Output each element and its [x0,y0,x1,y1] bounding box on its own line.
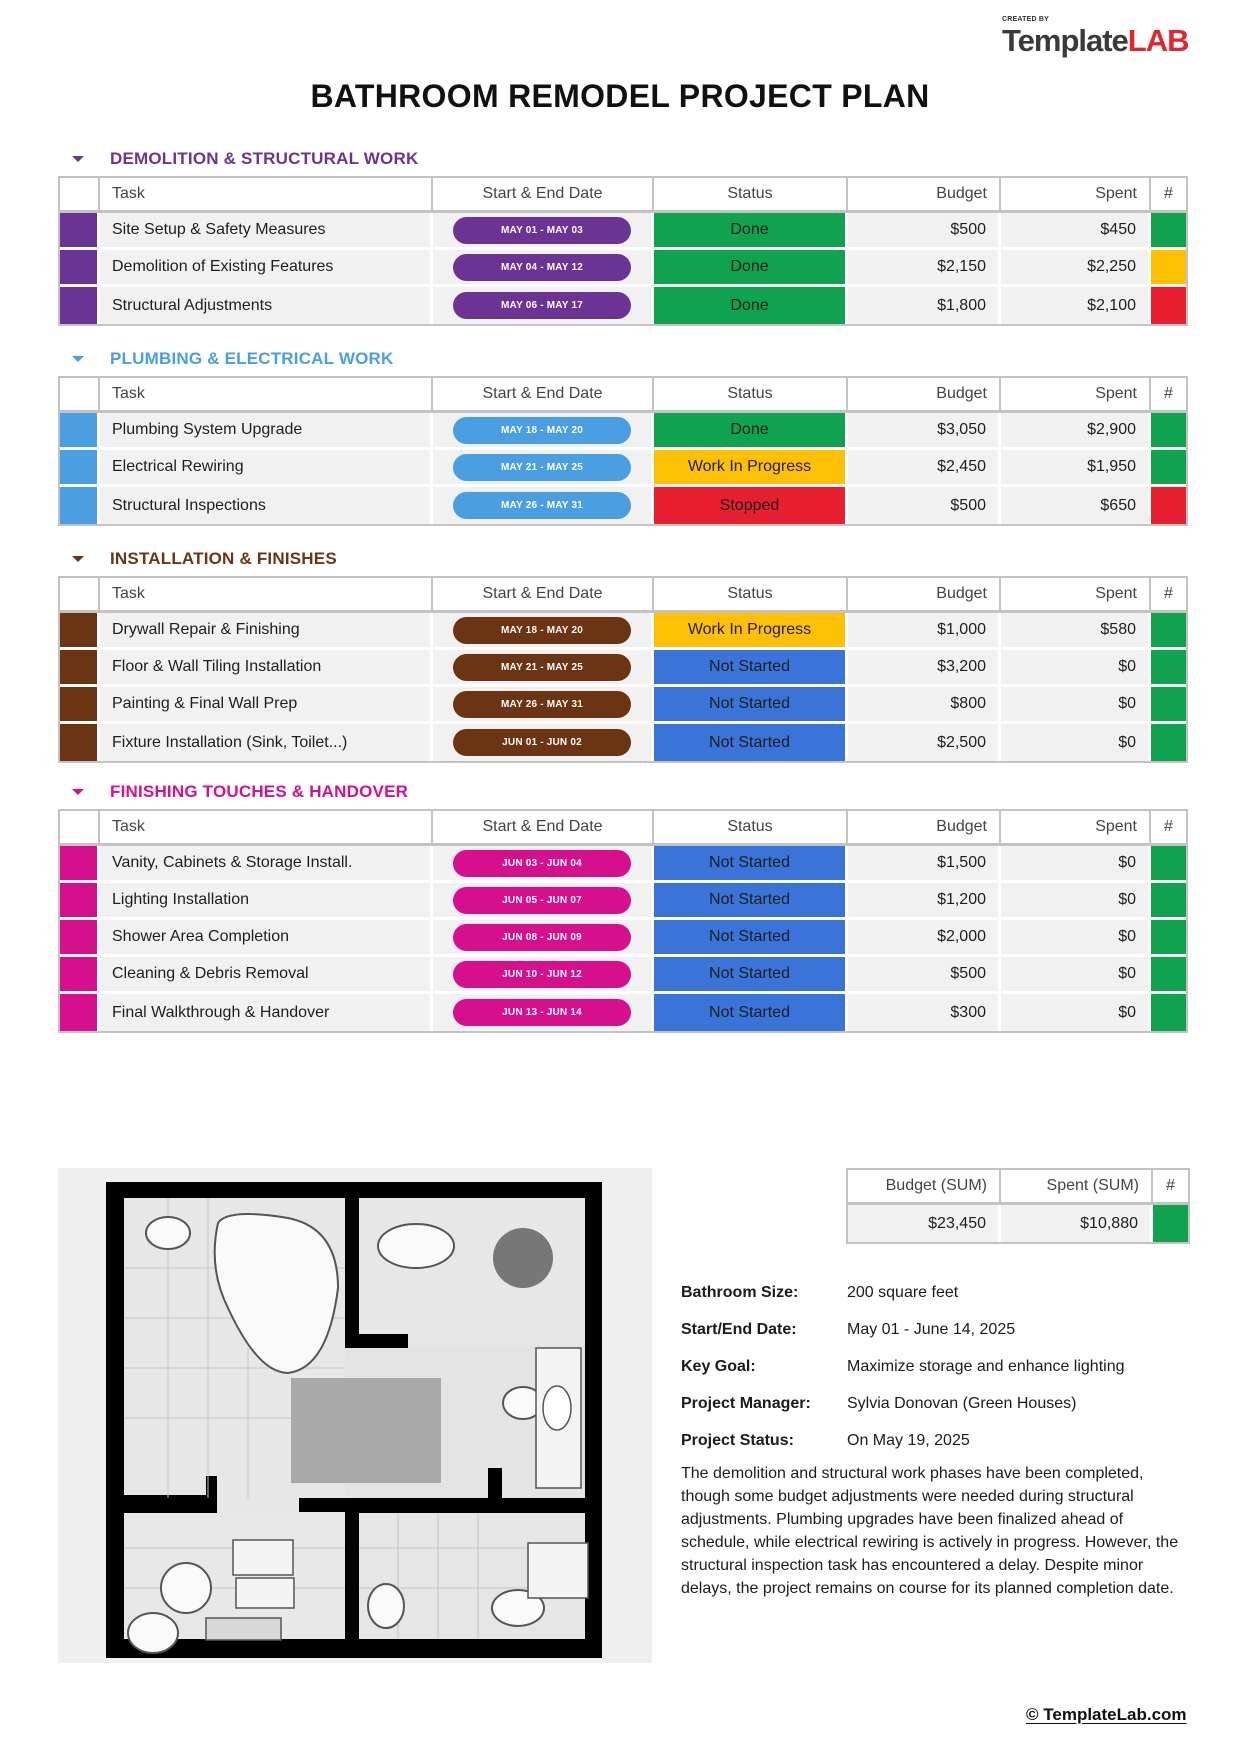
budget-flag-indicator [1151,994,1186,1031]
date-range-pill: MAY 26 - MAY 31 [453,691,631,718]
task-row-structural-inspections[interactable] [60,487,1186,524]
category-color-swatch [60,920,100,957]
column-header-task: Task [100,378,433,413]
section-plumbing-electrical [58,346,1188,526]
date-range-cell [433,957,654,994]
task-name: Cleaning & Debris Removal [100,957,433,994]
category-color-swatch [60,413,100,450]
category-color-swatch [60,613,100,650]
info-label: Project Status: [681,1432,794,1449]
section-demolition [58,146,1188,326]
budget-flag-indicator [1151,650,1186,687]
budget-value: $300 [848,994,1001,1031]
status-badge[interactable]: Work In Progress [654,613,848,650]
status-badge[interactable]: Done [654,250,848,287]
task-row-floor-wall-tiling-installation[interactable] [60,650,1186,687]
collapse-caret-icon[interactable] [72,356,84,362]
task-row-painting-final-wall-prep[interactable] [60,687,1186,724]
task-row-demolition-of-existing-features[interactable] [60,250,1186,287]
spent-value: $0 [1001,650,1151,687]
date-range-cell [433,650,654,687]
status-badge[interactable]: Not Started [654,846,848,883]
column-header-flag: # [1151,378,1186,413]
budget-value: $1,800 [848,287,1001,324]
date-range-pill: JUN 13 - JUN 14 [453,999,631,1026]
budget-flag-indicator [1151,450,1186,487]
date-range-cell [433,613,654,650]
date-range-pill: JUN 01 - JUN 02 [453,729,631,756]
floorplan-drawing [58,1168,652,1663]
floorplan-image [58,1168,652,1663]
section-finishing-handover [58,779,1188,1033]
column-header-status: Status [654,578,848,613]
info-bathroom-size [681,1284,1201,1321]
collapse-caret-icon[interactable] [72,556,84,562]
task-name: Site Setup & Safety Measures [100,213,433,250]
section-title: FINISHING TOUCHES & HANDOVER [110,782,409,801]
date-range-pill: MAY 01 - MAY 03 [453,217,631,244]
column-header-date: Start & End Date [433,578,654,613]
budget-flag-indicator [1151,957,1186,994]
summary-spent-header: Spent (SUM) [1001,1170,1153,1205]
date-range-pill: MAY 21 - MAY 25 [453,654,631,681]
spent-value: $580 [1001,613,1151,650]
summary-budget-header: Budget (SUM) [848,1170,1001,1205]
info-value: May 01 - June 14, 2025 [847,1321,1016,1338]
budget-flag-indicator [1151,846,1186,883]
category-color-swatch [60,957,100,994]
summary-budget-total: $23,450 [848,1205,1001,1242]
category-color-swatch [60,287,100,324]
date-range-cell [433,213,654,250]
status-badge[interactable]: Done [654,287,848,324]
info-label: Project Manager: [681,1395,811,1412]
budget-value: $500 [848,957,1001,994]
column-header-spent: Spent [1001,811,1151,846]
budget-value: $3,050 [848,413,1001,450]
status-badge[interactable]: Not Started [654,650,848,687]
spent-value: $0 [1001,994,1151,1031]
budget-flag-indicator [1151,213,1186,250]
date-range-pill: MAY 06 - MAY 17 [453,292,631,319]
task-name: Final Walkthrough & Handover [100,994,433,1031]
task-row-site-setup-safety-measures[interactable] [60,213,1186,250]
date-range-pill: MAY 21 - MAY 25 [453,454,631,481]
status-badge[interactable]: Not Started [654,994,848,1031]
task-row-electrical-rewiring[interactable] [60,450,1186,487]
logo-brand: TemplateLAB [1002,23,1189,58]
section-installation-finishes [58,546,1188,763]
project-info [681,1284,1201,1597]
collapse-caret-icon[interactable] [72,789,84,795]
column-header-task: Task [100,811,433,846]
page-title: BATHROOM REMODEL PROJECT PLAN [310,78,930,114]
task-row-drywall-repair-finishing[interactable] [60,613,1186,650]
task-name: Shower Area Completion [100,920,433,957]
status-badge[interactable]: Not Started [654,957,848,994]
budget-flag-indicator [1151,724,1186,761]
category-color-swatch [60,994,100,1031]
spent-value: $0 [1001,883,1151,920]
date-range-cell [433,920,654,957]
budget-value: $3,200 [848,650,1001,687]
column-header-budget: Budget [848,578,1001,613]
status-badge[interactable]: Not Started [654,883,848,920]
column-header-budget: Budget [848,178,1001,213]
date-range-cell [433,724,654,761]
budget-flag-indicator [1151,487,1186,524]
section-title: PLUMBING & ELECTRICAL WORK [110,349,394,368]
section-title: INSTALLATION & FINISHES [110,549,337,568]
task-table [58,376,1188,526]
summary-spent-total: $10,880 [1001,1205,1153,1242]
category-color-swatch [60,846,100,883]
spent-value: $0 [1001,846,1151,883]
column-header-status: Status [654,378,848,413]
task-name: Fixture Installation (Sink, Toilet...) [100,724,433,761]
column-header-status: Status [654,178,848,213]
task-name: Drywall Repair & Finishing [100,613,433,650]
date-range-pill: JUN 05 - JUN 07 [453,887,631,914]
date-range-cell [433,846,654,883]
column-header-status: Status [654,811,848,846]
status-badge[interactable]: Not Started [654,920,848,957]
info-value: On May 19, 2025 [847,1432,970,1449]
budget-value: $1,200 [848,883,1001,920]
column-header-date: Start & End Date [433,811,654,846]
status-badge[interactable]: Done [654,213,848,250]
date-range-pill: JUN 03 - JUN 04 [453,850,631,877]
summary-flag-indicator [1153,1205,1188,1242]
category-color-swatch [60,883,100,920]
task-table [58,809,1188,1033]
summary-flag-header: # [1153,1170,1188,1205]
section-header [58,146,1188,176]
spent-value: $2,900 [1001,413,1151,450]
task-row-plumbing-system-upgrade[interactable] [60,413,1186,450]
task-name: Plumbing System Upgrade [100,413,433,450]
task-name: Lighting Installation [100,883,433,920]
budget-flag-indicator [1151,687,1186,724]
budget-value: $500 [848,487,1001,524]
date-range-cell [433,250,654,287]
budget-flag-indicator [1151,920,1186,957]
task-table [58,176,1188,326]
budget-value: $2,500 [848,724,1001,761]
date-range-pill: MAY 26 - MAY 31 [453,492,631,519]
task-name: Structural Inspections [100,487,433,524]
spent-value: $0 [1001,724,1151,761]
spent-value: $0 [1001,920,1151,957]
budget-value: $2,000 [848,920,1001,957]
status-badge[interactable]: Work In Progress [654,450,848,487]
task-table [58,576,1188,763]
column-header-color [60,578,100,613]
task-name: Floor & Wall Tiling Installation [100,650,433,687]
task-row-final-walkthrough-handover[interactable] [60,994,1186,1031]
spent-value: $0 [1001,957,1151,994]
info-label: Key Goal: [681,1358,756,1375]
column-header-task: Task [100,578,433,613]
date-range-cell [433,450,654,487]
info-label: Bathroom Size: [681,1284,799,1301]
spent-value: $2,250 [1001,250,1151,287]
date-range-cell [433,994,654,1031]
column-header-color [60,378,100,413]
collapse-caret-icon[interactable] [72,156,84,162]
column-header-color [60,811,100,846]
category-color-swatch [60,724,100,761]
date-range-pill: MAY 18 - MAY 20 [453,617,631,644]
spent-value: $450 [1001,213,1151,250]
budget-value: $1,500 [848,846,1001,883]
budget-value: $800 [848,687,1001,724]
spent-value: $2,100 [1001,287,1151,324]
budget-flag-indicator [1151,883,1186,920]
summary-table [846,1168,1190,1244]
spent-value: $0 [1001,687,1151,724]
info-start-end-date [681,1321,1201,1358]
column-header-budget: Budget [848,378,1001,413]
budget-flag-indicator [1151,250,1186,287]
logo-created-by: CREATED BY [1002,16,1049,23]
copyright-link[interactable]: © TemplateLab.com [1026,1705,1187,1724]
task-row-vanity-cabinets-storage-install[interactable] [60,846,1186,883]
status-badge[interactable]: Not Started [654,724,848,761]
category-color-swatch [60,687,100,724]
info-value: Maximize storage and enhance lighting [847,1358,1125,1375]
status-badge[interactable]: Not Started [654,687,848,724]
info-value: 200 square feet [847,1284,959,1301]
task-row-lighting-installation[interactable] [60,883,1186,920]
date-range-cell [433,413,654,450]
budget-value: $2,450 [848,450,1001,487]
section-header [58,546,1188,576]
task-name: Demolition of Existing Features [100,250,433,287]
category-color-swatch [60,213,100,250]
spent-value: $650 [1001,487,1151,524]
date-range-pill: MAY 18 - MAY 20 [453,417,631,444]
date-range-cell [433,883,654,920]
category-color-swatch [60,450,100,487]
date-range-cell [433,287,654,324]
info-label: Start/End Date: [681,1321,797,1338]
date-range-pill: JUN 10 - JUN 12 [453,961,631,988]
column-header-date: Start & End Date [433,378,654,413]
task-name: Vanity, Cabinets & Storage Install. [100,846,433,883]
budget-value: $2,150 [848,250,1001,287]
column-header-flag: # [1151,578,1186,613]
task-name: Structural Adjustments [100,287,433,324]
column-header-date: Start & End Date [433,178,654,213]
task-row-structural-adjustments[interactable] [60,287,1186,324]
column-header-spent: Spent [1001,378,1151,413]
status-badge[interactable]: Done [654,413,848,450]
info-key-goal [681,1358,1201,1395]
column-header-spent: Spent [1001,178,1151,213]
budget-value: $500 [848,213,1001,250]
summary-row [848,1205,1188,1242]
status-badge[interactable]: Stopped [654,487,848,524]
budget-flag-indicator [1151,287,1186,324]
task-row-cleaning-debris-removal[interactable] [60,957,1186,994]
column-header-task: Task [100,178,433,213]
date-range-cell [433,687,654,724]
templatelab-logo [1002,14,1212,58]
section-title: DEMOLITION & STRUCTURAL WORK [110,149,419,168]
info-value: Sylvia Donovan (Green Houses) [847,1395,1077,1412]
date-range-pill: MAY 04 - MAY 12 [453,254,631,281]
date-range-cell [433,487,654,524]
section-header [58,346,1188,376]
status-summary-paragraph: The demolition and structural work phases have been completed, though some budget adjustments were needed during structural adjustments. Plumbing upgrades have been finalized ahead of schedule, while electrical rewiring is actively in progress. However, the structural inspection task has encountered a delay. Despite minor delays, the project remains on course for its planned completion date. [681,1465,1179,1597]
budget-flag-indicator [1151,613,1186,650]
task-name: Electrical Rewiring [100,450,433,487]
date-range-pill: JUN 08 - JUN 09 [453,924,631,951]
budget-value: $1,000 [848,613,1001,650]
column-header-color [60,178,100,213]
category-color-swatch [60,650,100,687]
category-color-swatch [60,487,100,524]
column-header-spent: Spent [1001,578,1151,613]
column-header-flag: # [1151,178,1186,213]
info-project-manager [681,1395,1201,1432]
column-header-budget: Budget [848,811,1001,846]
task-row-fixture-installation-sink-toilet[interactable] [60,724,1186,761]
section-header [58,779,1188,809]
spent-value: $1,950 [1001,450,1151,487]
column-header-flag: # [1151,811,1186,846]
budget-flag-indicator [1151,413,1186,450]
task-name: Painting & Final Wall Prep [100,687,433,724]
task-row-shower-area-completion[interactable] [60,920,1186,957]
category-color-swatch [60,250,100,287]
budget-summary [846,1168,1190,1244]
